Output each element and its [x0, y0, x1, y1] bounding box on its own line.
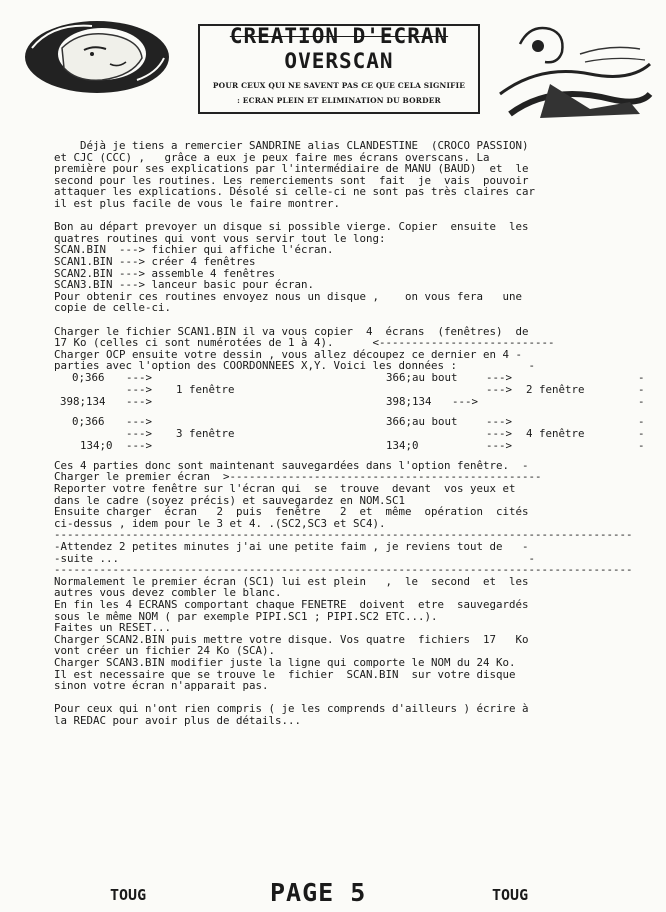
text-line: ci-dessus , idem pour le 3 et 4. .(SC2,SC3 et SC4). — [54, 516, 386, 530]
text-line: attaquer les explications. Désolé si celle-ci ne sont pas très claires car — [54, 185, 536, 199]
final-section — [54, 576, 650, 692]
coord-value: 366;au bout — [386, 370, 458, 384]
coord-arrow: ---> — [126, 426, 153, 440]
text-line: et CJC (CCC) , grâce a eux je peux faire mes écrans overscans. La — [54, 150, 490, 164]
coord-value: 366;au bout — [386, 414, 458, 428]
coord-arrow: ---> — [126, 382, 153, 396]
text-line: vont créer un fichier 24 Ko (SCA). — [54, 644, 276, 658]
routine-item: SCAN.BIN ---> fichier qui affiche l'écran. — [54, 243, 334, 257]
title-box — [198, 24, 480, 114]
margin-dash: - — [638, 438, 645, 452]
margin-dash: - — [638, 414, 645, 428]
text-line: première pour ses explications par l'intermédiaire de MANU (BAUD) et le — [54, 162, 529, 176]
footer-author-left: TOUG — [110, 886, 147, 904]
text-line: sous le même NOM ( par exemple PIPI.SC1 ; PIPI.SC2 ETC...). — [54, 609, 438, 623]
text-line: la REDAC pour avoir plus de détails... — [54, 713, 302, 727]
page-title-second-line: OVERSCAN — [284, 49, 394, 73]
separator-line: ----------------------------------------------------------------------------------------- — [54, 529, 633, 542]
page-number: PAGE 5 — [270, 878, 367, 907]
article-body — [54, 140, 650, 727]
separator-line: ----------------------------------------------------------------------------------------- — [54, 564, 633, 576]
coord-arrow: ---> — [126, 414, 153, 428]
margin-dash: - — [638, 370, 645, 384]
coord-arrow: ---> — [126, 394, 153, 408]
text-line: parties avec l'option des COORDONNEES X,Y. Voici les données : - — [54, 359, 536, 373]
coord-arrow: ---> — [486, 438, 513, 452]
page-footer — [0, 872, 666, 912]
text-line: Charger le premier écran >------------------------------------------------ — [54, 470, 542, 484]
coord-arrow: ---> — [486, 382, 513, 396]
coord-value: 398;134 — [60, 394, 106, 408]
coord-arrow: ---> — [452, 394, 479, 408]
coordinates-grid-bottom — [54, 416, 650, 452]
text-line: Pour obtenir ces routines envoyez nous un disque , on vous fera une — [54, 289, 523, 303]
coordinates-grid-top — [54, 372, 650, 408]
coord-value: 398;134 — [386, 394, 432, 408]
text-line: il est plus facile de vous le faire montrer. — [54, 196, 341, 210]
text-line: Charger OCP ensuite votre dessin , vous allez découpez ce dernier en 4 - — [54, 347, 523, 361]
text-line: Il est necessaire que se trouve le fichier SCAN.BIN sur votre disque — [54, 667, 516, 681]
routine-item: SCAN3.BIN ---> lanceur basic pour écran. — [54, 278, 315, 292]
text-line: Reporter votre fenêtre sur l'écran qui se trouve devant vos yeux et — [54, 482, 516, 496]
coord-value: 0;366 — [72, 370, 105, 384]
subtitle-line-1: POUR CEUX QUI NE SAVENT PAS CE QUE CELA SIGNIFIE — [212, 81, 466, 90]
subtitle-line-2: : ECRAN PLEIN ET ELIMINATION DU BORDER — [237, 96, 441, 105]
intro-paragraph — [54, 140, 650, 210]
text-line: En fin les 4 ECRANS comportant chaque FENETRE doivent etre sauvegardés — [54, 598, 529, 611]
coord-value: 134;0 — [80, 438, 113, 452]
scan1-section — [54, 326, 650, 372]
text-line: 17 Ko (celles ci sont numérotées de 1 à 4). <--------------------------- — [54, 336, 555, 350]
window-label: 3 fenêtre — [176, 426, 235, 440]
page-title: CREATION D'ECRAN — [229, 24, 449, 48]
text-line: quatres routines qui vont vous servir tout le long: — [54, 231, 386, 245]
text-line: dans le cadre (soyez précis) et sauvegardez en NOM.SC1 — [54, 493, 406, 507]
routines-section — [54, 221, 650, 314]
text-line: -suite ... - — [54, 551, 536, 565]
coord-arrow: ---> — [486, 426, 513, 440]
footer-author-right: TOUG — [492, 886, 529, 904]
coord-arrow: ---> — [126, 370, 153, 384]
text-line: copie de celle-ci. — [54, 301, 172, 315]
saved-section — [54, 460, 650, 530]
margin-dash: - — [638, 426, 645, 440]
text-line: Charger SCAN2.BIN puis mettre votre disque. Vos quatre fichiers 17 Ko — [54, 632, 529, 646]
window-label: 4 fenêtre — [526, 426, 585, 440]
coord-arrow: ---> — [486, 370, 513, 384]
routine-item: SCAN1.BIN ---> créer 4 fenêtres — [54, 254, 256, 268]
text-line: second pour les routines. Les remerciements sont fait je vais pouvoir — [54, 173, 529, 187]
routine-item: SCAN2.BIN ---> assemble 4 fenêtres — [54, 266, 276, 280]
text-line: -Attendez 2 petites minutes j'ai une petite faim , je reviens tout de - — [54, 540, 529, 554]
text-line: sinon votre écran n'apparait pas. — [54, 679, 269, 693]
face-illustration-left — [22, 18, 172, 96]
coord-arrow: ---> — [126, 438, 153, 452]
window-label: 1 fenêtre — [176, 382, 235, 396]
closing-paragraph — [54, 703, 650, 726]
hand-illustration-right — [490, 14, 655, 124]
text-line: Déjà je tiens a remercier SANDRINE alias CLANDESTINE (CROCO PASSION) — [54, 139, 529, 152]
margin-dash: - — [638, 382, 645, 396]
text-line: Charger SCAN3.BIN modifier juste la ligne qui comporte le NOM du 24 Ko. — [54, 655, 516, 669]
text-line: Ensuite charger écran 2 puis fenêtre 2 et même opération cités — [54, 505, 529, 519]
coord-value: 0;366 — [72, 414, 105, 428]
margin-dash: - — [638, 394, 645, 408]
page-subtitle — [200, 78, 478, 108]
text-line: Charger le fichier SCAN1.BIN il va vous copier 4 écrans (fenêtres) de — [54, 324, 529, 338]
coord-arrow: ---> — [486, 414, 513, 428]
window-label: 2 fenêtre — [526, 382, 585, 396]
text-line: Pour ceux qui n'ont rien compris ( je les comprends d'ailleurs ) écrire à — [54, 702, 529, 716]
aside-box — [54, 541, 650, 564]
text-line: Bon au départ prevoyer un disque si possible vierge. Copier ensuite les — [54, 220, 529, 234]
text-line: Normalement le premier écran (SC1) lui est plein , le second et les — [54, 574, 529, 588]
text-line: Ces 4 parties donc sont maintenant sauvegardées dans l'option fenêtre. - — [54, 458, 529, 472]
text-line: Faites un RESET... — [54, 621, 172, 635]
coord-value: 134;0 — [386, 438, 419, 452]
text-line: autres vous devez combler le blanc. — [54, 586, 282, 600]
